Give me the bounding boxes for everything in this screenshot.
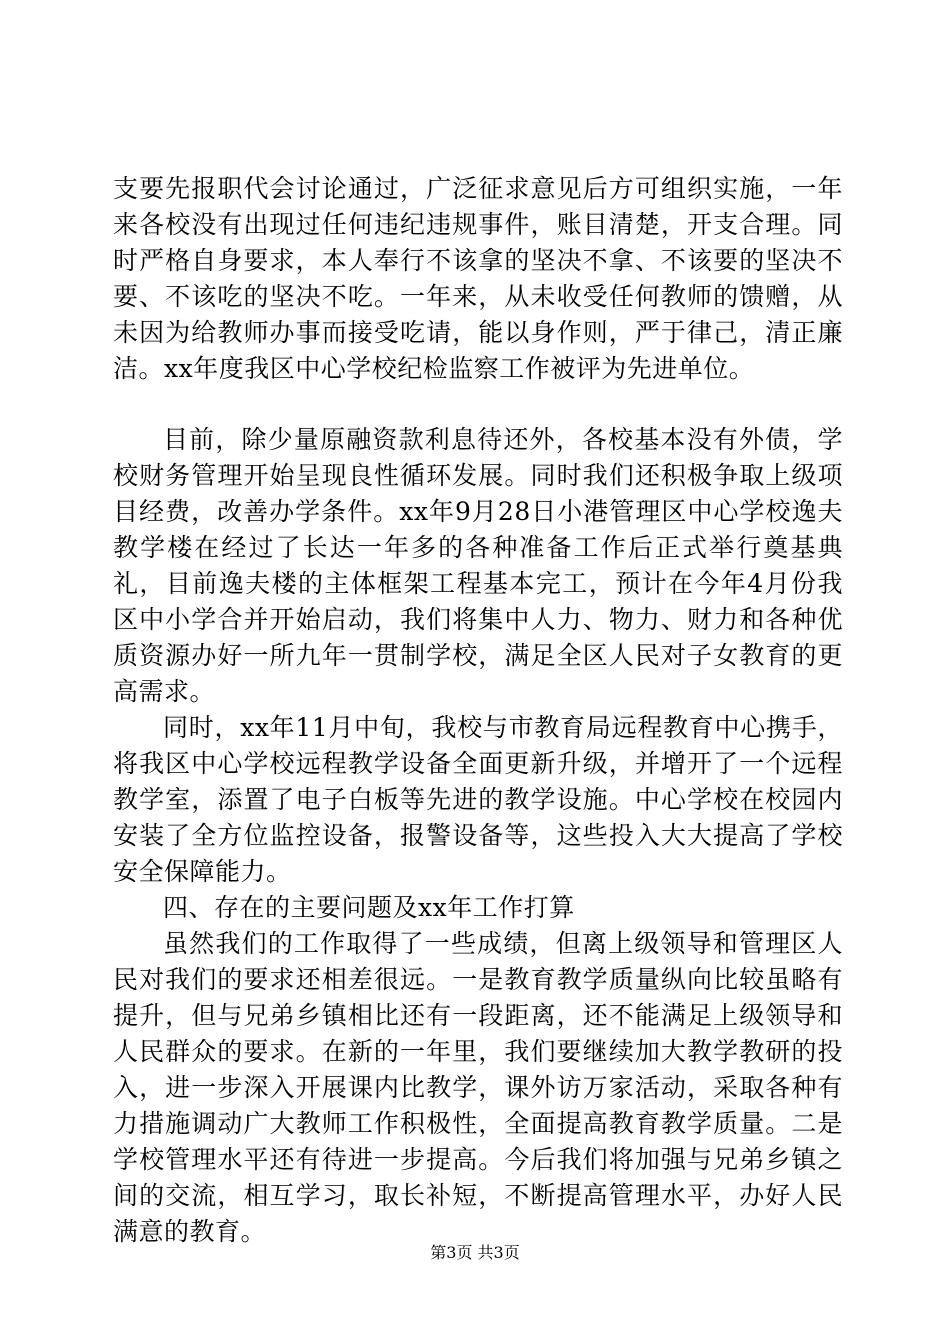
- paragraph-integrity: 支要先报职代会讨论通过，广泛征求意见后方可组织实施，一年来各校没有出现过任何违纪违规事件，账目清楚，开支合理。同时严格自身要求，本人奉行不该拿的坚决不拿、不该要的坚决不要、不该吃的坚决不吃。一年来，从未收受任何教师的馈赠，从未因为给教师办事而接受吃请，能以身作则，严于律己，清正廉洁。xx年度我区中心学校纪检监察工作被评为先进单位。: [113, 174, 843, 383]
- paragraph-remote-education: 同时，xx年11月中旬，我校与市教育局远程教育中心携手，将我区中心学校远程教学设备全面更新升级，并增开了一个远程教学室，添置了电子白板等先进的教学设施。中心学校在校园内安装了全方位监控设备，报警设备等，这些投入大大提高了学校安全保障能力。: [113, 713, 843, 886]
- paragraph-finance: 目前，除少量原融资款利息待还外，各校基本没有外债，学校财务管理开始呈现良性循环发展。同时我们还积极争取上级项目经费，改善办学条件。xx年9月28日小港管理区中心学校逸夫教学楼在经过了长达一年多的各种准备工作后正式举行奠基典礼，目前逸夫楼的主体框架工程基本完工，预计在今年4月份我区中小学合并开始启动，我们将集中人力、物力、财力和各种优质资源办好一所九年一贯制学校，满足全区人民对子女教育的更高需求。: [113, 425, 843, 706]
- section-heading-problems: 四、存在的主要问题及xx年工作打算: [163, 893, 575, 922]
- document-body: [113, 171, 843, 1250]
- paragraph-problems-plans: 虽然我们的工作取得了一些成绩，但离上级领导和管理区人民对我们的要求还相差很远。一是教育教学质量纵向比较虽略有提升，但与兄弟乡镇相比还有一段距离，还不能满足上级领导和人民群众的要求。在新的一年里，我们要继续加大教学教研的投入，进一步深入开展课内比教学，课外访万家活动，采取各种有力措施调动广大教师工作积极性，全面提高教育教学质量。二是学校管理水平还有待进一步提高。今后我们将加强与兄弟乡镇之间的交流，相互学习，取长补短，不断提高管理水平，办好人民满意的教育。: [113, 929, 843, 1246]
- page-footer: 第3页 共3页: [430, 1243, 520, 1262]
